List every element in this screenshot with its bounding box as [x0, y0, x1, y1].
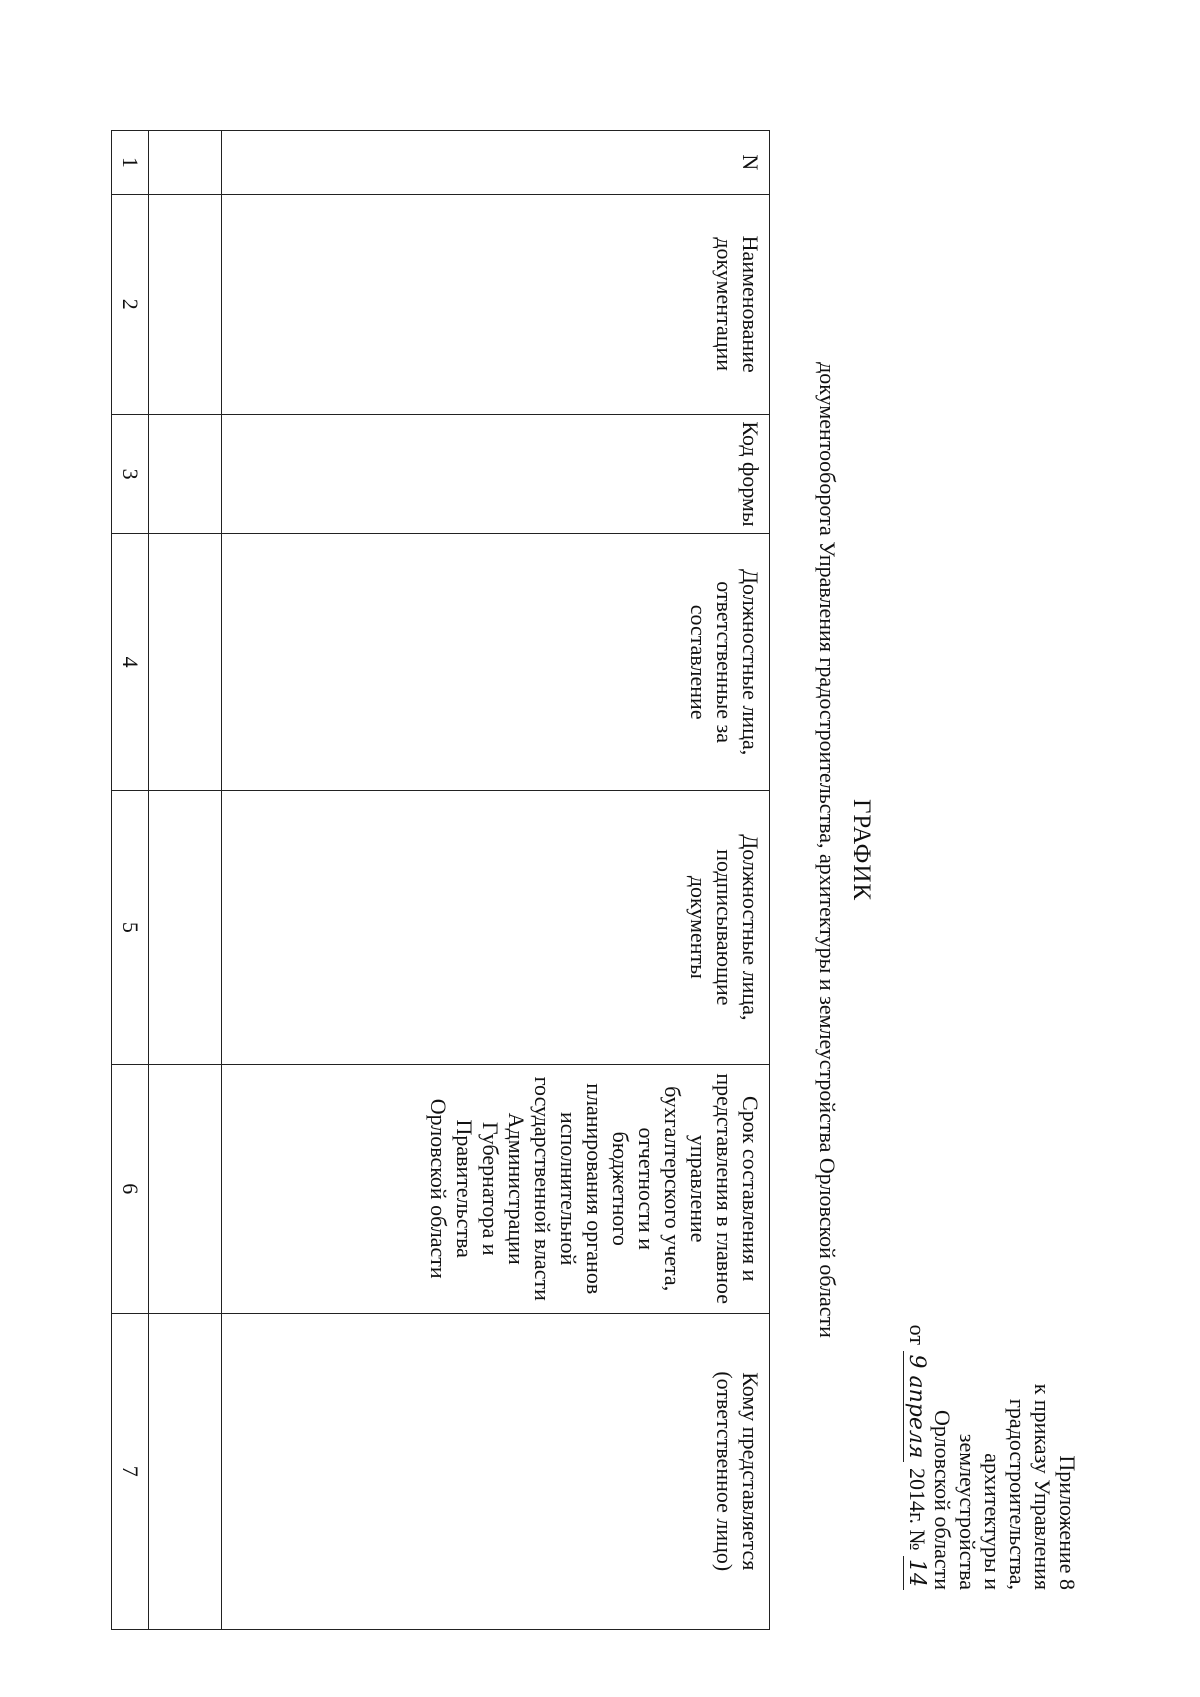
date-prefix: от	[905, 1324, 930, 1345]
appendix-line: архитектуры и землеустройства	[955, 1433, 1005, 1590]
date-year: 2014г.	[905, 1467, 930, 1524]
number-prefix: №	[905, 1529, 930, 1551]
document-sheet	[40, 50, 1160, 1650]
document-subtitle: документооборота Управления градостроительства, архитектуры и землеустройства Орловской области	[815, 362, 840, 1338]
table-cell	[149, 534, 222, 791]
table-column-numbers-row	[112, 131, 149, 1630]
column-number-cell: 7	[112, 1313, 149, 1629]
handwritten-date: 9 апреля	[903, 1351, 929, 1463]
table-header-row	[222, 131, 770, 1630]
column-number-cell: 2	[112, 194, 149, 414]
column-number-cell: 1	[112, 131, 149, 195]
header-cell-recipient: Кому представляется (ответственное лицо)	[222, 1313, 770, 1629]
table-empty-row	[149, 131, 222, 1630]
table-cell	[149, 790, 222, 1064]
document-title: ГРАФИК	[848, 798, 875, 902]
handwritten-number: 14	[903, 1556, 929, 1590]
column-number-cell: 3	[112, 414, 149, 534]
appendix-line: к приказу Управления	[1030, 1383, 1055, 1590]
header-cell-deadline: Срок составления и представления в главное управление бухгалтерского учета, отчетности и бюджетного планирования органов исполнительной государственной власти Администрации Губернатора и Правительства Орловской области	[222, 1064, 770, 1313]
table-cell	[149, 1064, 222, 1313]
table-cell	[149, 194, 222, 414]
table-cell	[149, 414, 222, 534]
column-number-cell: 4	[112, 534, 149, 791]
table-cell	[149, 1313, 222, 1629]
appendix-line: Орловской области	[930, 1410, 955, 1590]
column-number-cell: 6	[112, 1064, 149, 1313]
header-cell-name: Наименование документации	[222, 194, 770, 414]
header-cell-form-code: Код формы	[222, 414, 770, 534]
header-cell-responsible: Должностные лица, ответственные за составление	[222, 534, 770, 791]
appendix-line: градостроительства,	[1005, 1398, 1030, 1590]
schedule-table	[111, 130, 770, 1630]
header-cell-number: N	[222, 131, 770, 195]
table-cell	[149, 131, 222, 195]
column-number-cell: 5	[112, 790, 149, 1064]
header-cell-signers: Должностные лица, подписывающие документы	[222, 790, 770, 1064]
appendix-block	[903, 1310, 1080, 1590]
appendix-line: Приложение 8	[1055, 1455, 1080, 1590]
appendix-date-row	[903, 1310, 930, 1590]
